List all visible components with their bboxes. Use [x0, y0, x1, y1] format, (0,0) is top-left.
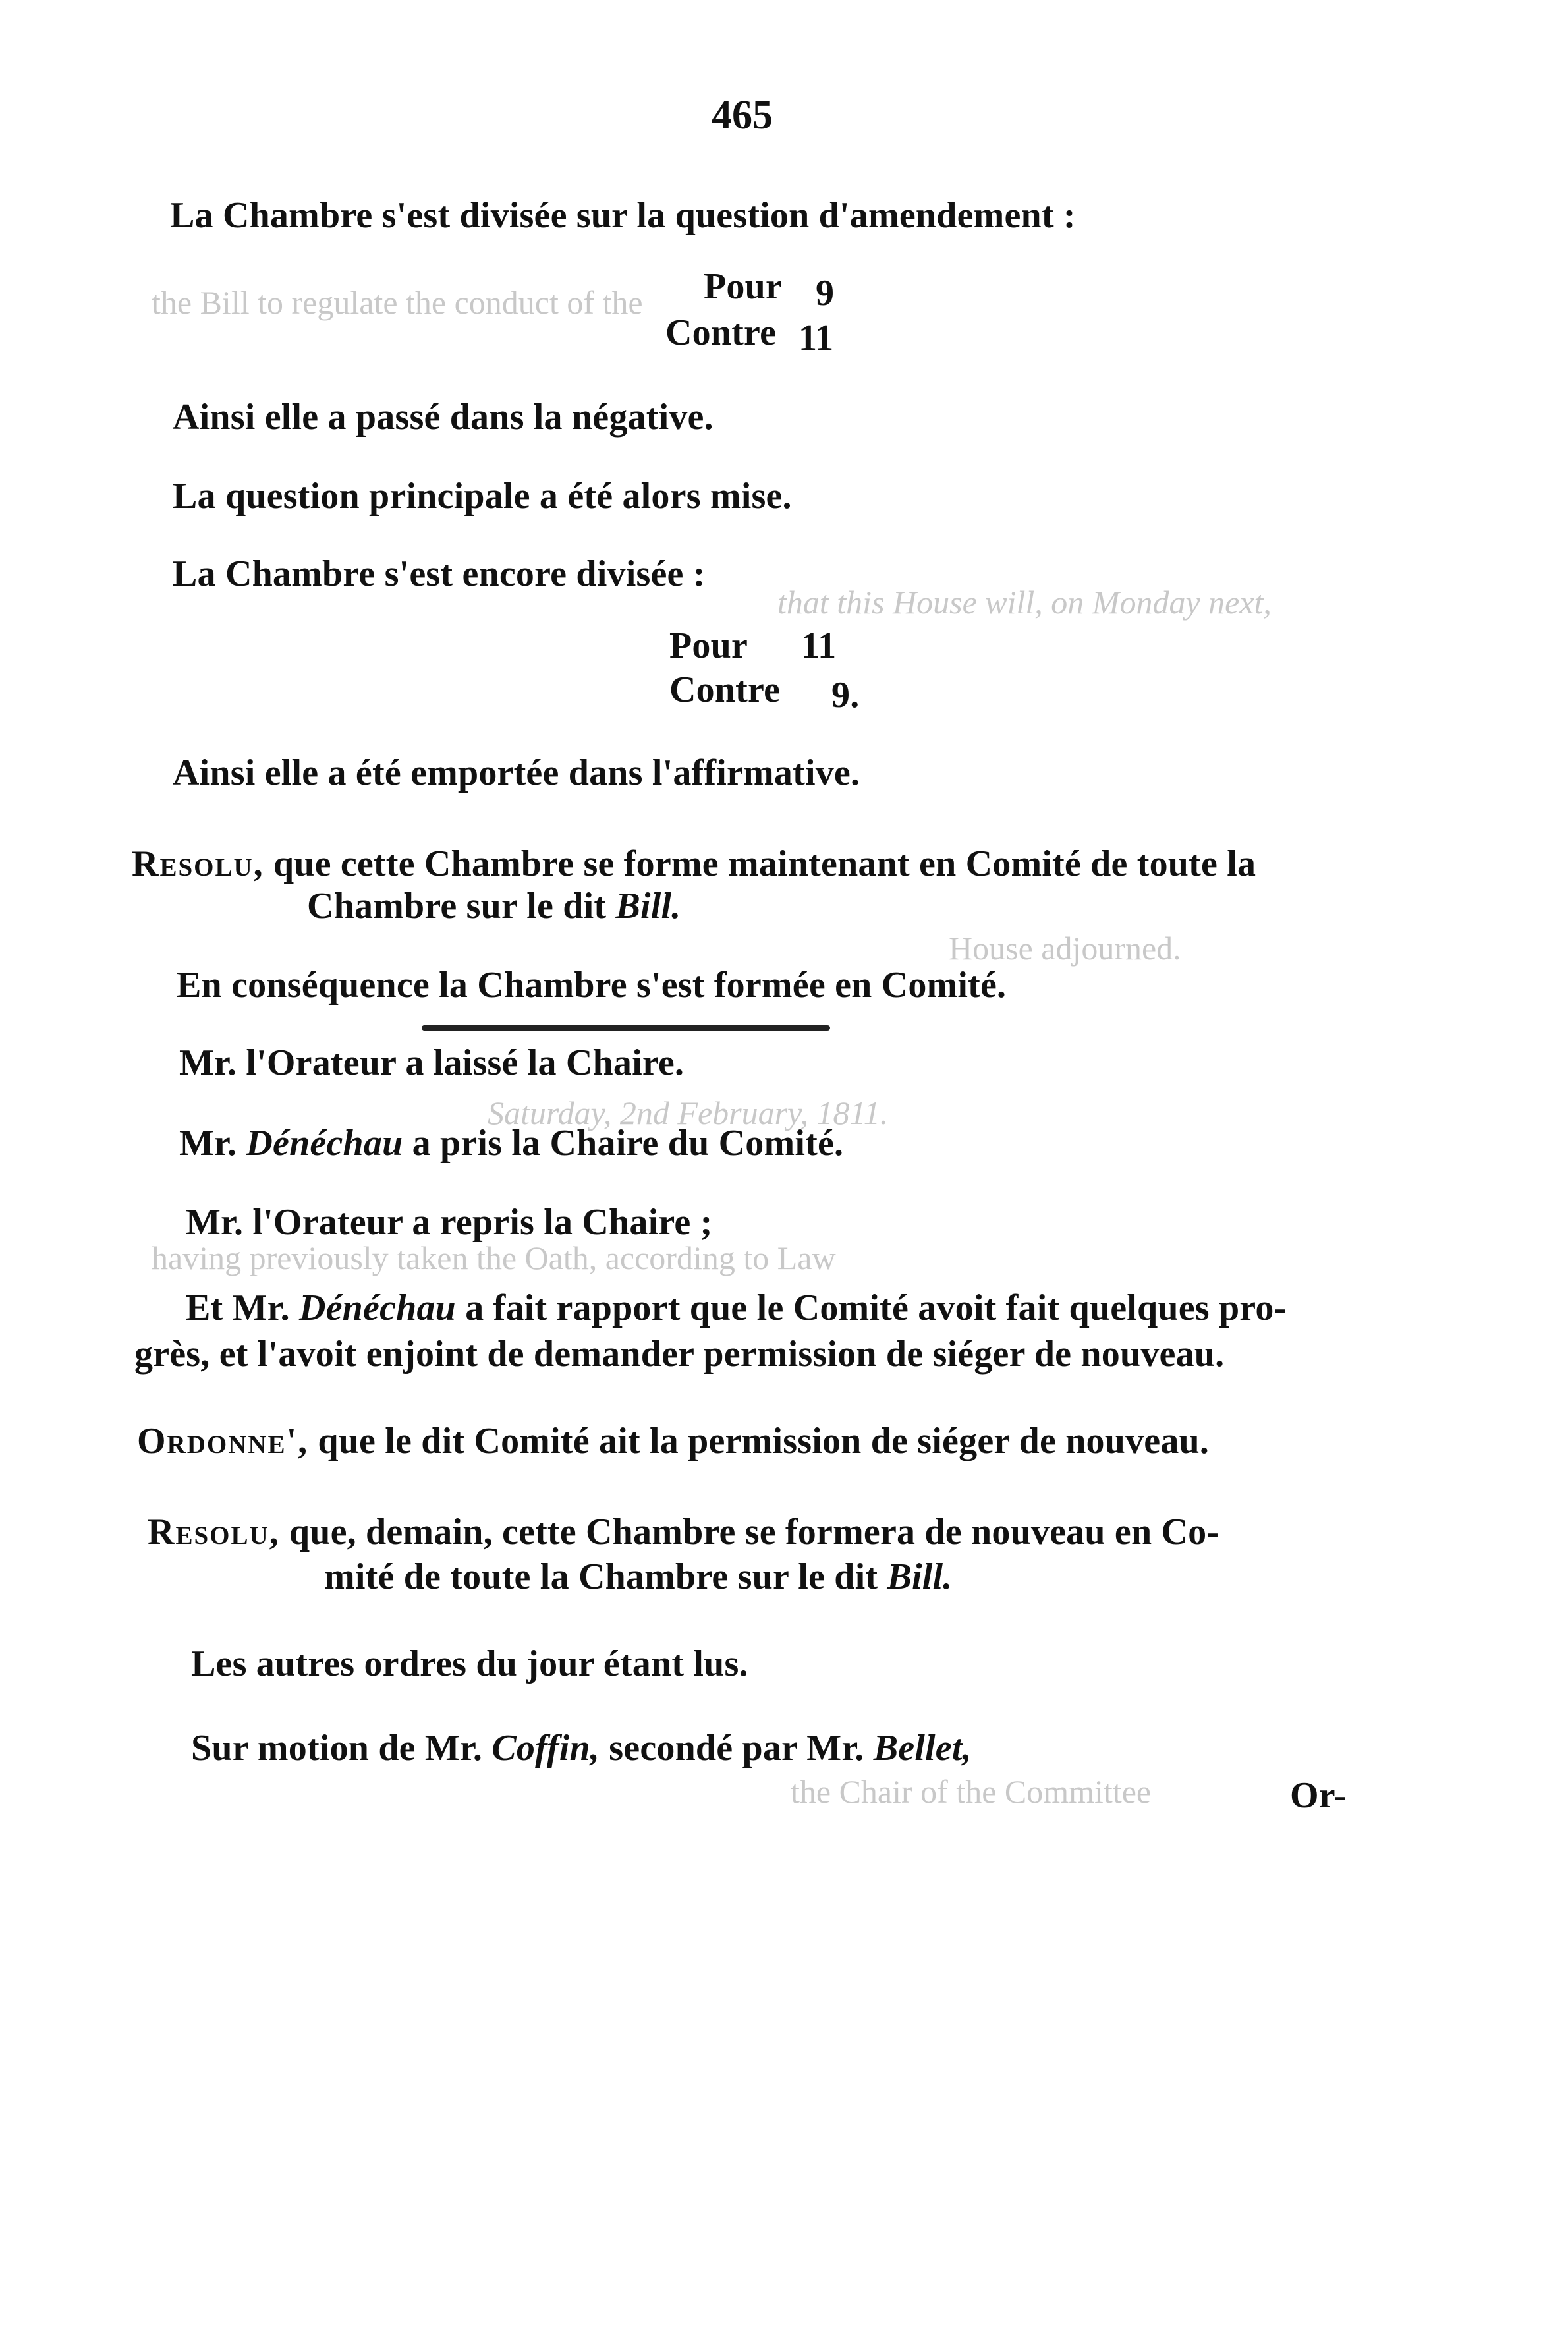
vote-pour-label: Pour [704, 266, 783, 307]
vote-contre-count: 11 [798, 318, 834, 358]
person-name: Dénéchau [246, 1123, 403, 1164]
person-name: Coffin, [491, 1728, 600, 1769]
vote-pour-count: 11 [801, 625, 837, 666]
vote-pour-count: 9 [816, 273, 835, 314]
paragraph-other-orders: Les autres ordres du jour étant lus. [191, 1643, 748, 1684]
vote-pour-label: Pour [669, 625, 748, 666]
resolution-label: Resolu, [132, 843, 264, 884]
paragraph-division-2: La Chambre s'est encore divisée : [173, 553, 706, 594]
bill-word: Bill. [887, 1556, 953, 1597]
resolution-2-continued: mité de toute la Chambre sur le dit Bill. [324, 1556, 953, 1597]
person-name: Dénéchau [298, 1288, 457, 1328]
horizontal-rule [422, 1025, 830, 1031]
bleed-through-text: the Chair of the Committee [791, 1773, 1152, 1810]
paragraph-principal-question: La question principale a été alors mise. [173, 476, 792, 517]
paragraph-orateur-left: Mr. l'Orateur a laissé la Chaire. [179, 1042, 685, 1083]
person-name: Bellet, [873, 1728, 972, 1769]
paragraph-division-1: La Chambre s'est divisée sur la question d'amendement : [170, 195, 1076, 236]
paragraph-rapport: Et Mr. Dénéchau a fait rapport que le Comité avoit fait quelques pro- [186, 1288, 1287, 1328]
paragraph-affirmative: Ainsi elle a été emportée dans l'affirmative. [173, 752, 860, 793]
paragraph-rapport-continued: grès, et l'avoit enjoint de demander permission de siéger de nouveau. [134, 1334, 1225, 1375]
paragraph-motion: Sur motion de Mr. Coffin, secondé par Mr. Bellet, [191, 1728, 972, 1769]
vote-contre-label: Contre [669, 669, 781, 710]
bleed-through-text: House adjourned. [949, 930, 1181, 967]
resolution-text: que cette Chambre se forme maintenant en Comité de toute la [273, 843, 1256, 884]
paragraph-orateur-back: Mr. l'Orateur a repris la Chaire ; [186, 1202, 713, 1243]
resolution-text: Chambre sur le dit [307, 886, 607, 926]
paragraph-denechau-chair: Mr. Dénéchau a pris la Chaire du Comité. [179, 1123, 844, 1164]
paragraph-consequence: En conséquence la Chambre s'est formée en Comité. [177, 965, 1007, 1006]
resolution-2: Resolu, que, demain, cette Chambre se formera de nouveau en Co- [148, 1512, 1219, 1552]
vote-contre-count: 9. [831, 675, 860, 716]
bill-word: Bill. [615, 886, 681, 926]
order-label: Ordonne', [137, 1421, 309, 1461]
paragraph-negative: Ainsi elle a passé dans la négative. [173, 397, 714, 438]
vote-contre-label: Contre [665, 312, 777, 353]
catchword: Or- [1290, 1775, 1347, 1816]
bleed-through-text: having previously taken the Oath, according to Law [152, 1239, 836, 1276]
order-paragraph: Ordonne', que le dit Comité ait la permission de siéger de nouveau. [137, 1421, 1210, 1461]
bleed-through-text: the Bill to regulate the conduct of the [152, 284, 643, 321]
bleed-through-text: that this House will, on Monday next, [777, 584, 1272, 621]
bleed-through-text: Saturday, 2nd February, 1811. [488, 1094, 889, 1131]
resolution-1 [132, 841, 1256, 887]
resolution-1-continued [307, 883, 681, 929]
resolution-label: Resolu, [148, 1512, 280, 1552]
page-number: 465 [712, 93, 773, 138]
